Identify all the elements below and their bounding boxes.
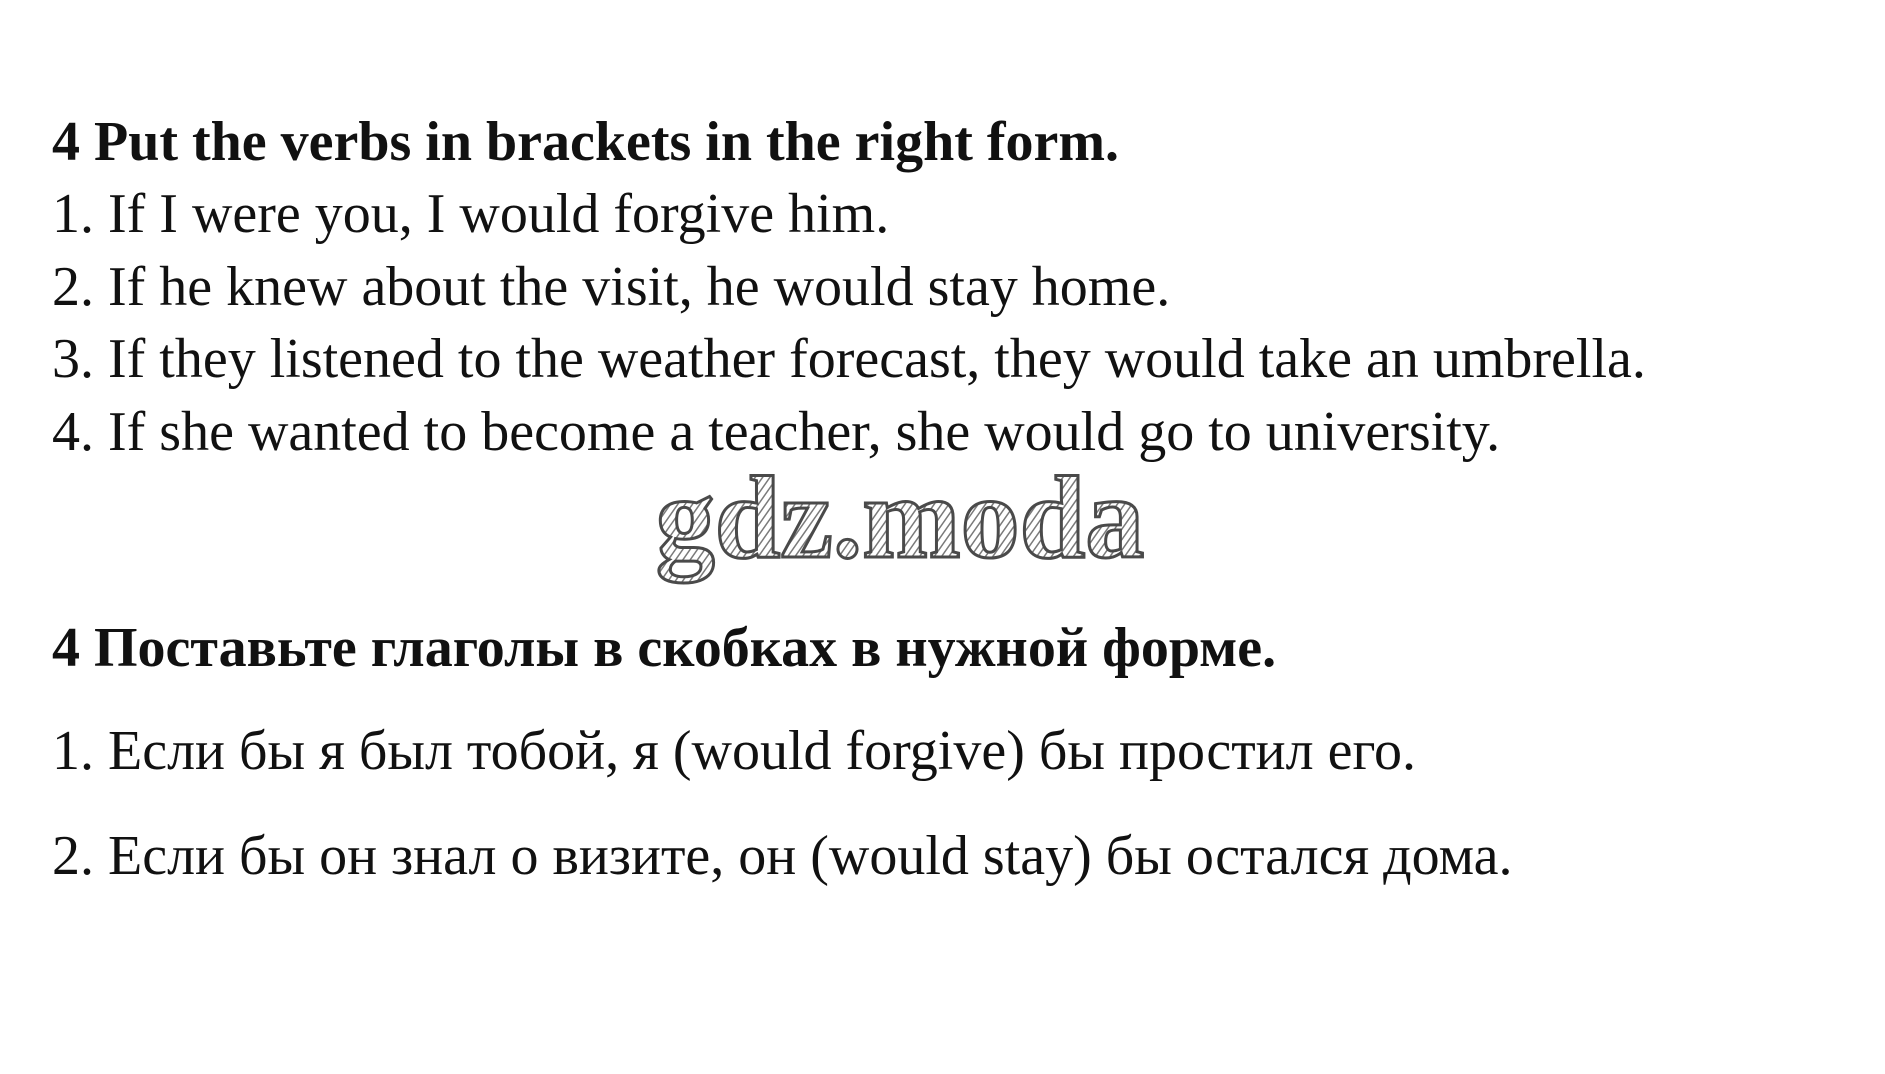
watermark-text: gdz.moda	[655, 460, 1145, 583]
english-heading: 4 Put the verbs in brackets in the right form.	[52, 111, 1120, 173]
russian-translation-line: 2. Если бы он знал о визите, он (would stay) бы остался дома.	[52, 825, 1513, 887]
site-watermark-logo	[620, 460, 1180, 590]
russian-translation-line: 1. Если бы я был тобой, я (would forgive) бы простил его.	[52, 720, 1417, 782]
english-answer-line: 3. If they listened to the weather forecast, they would take an umbrella.	[52, 328, 1646, 390]
english-answer-line: 2. If he knew about the visit, he would stay home.	[52, 256, 1171, 318]
english-answer-line: 1. If I were you, I would forgive him.	[52, 183, 890, 245]
english-answer-line: 4. If she wanted to become a teacher, she would go to university.	[52, 401, 1501, 463]
russian-heading: 4 Поставьте глаголы в скобках в нужной форме.	[52, 617, 1277, 679]
